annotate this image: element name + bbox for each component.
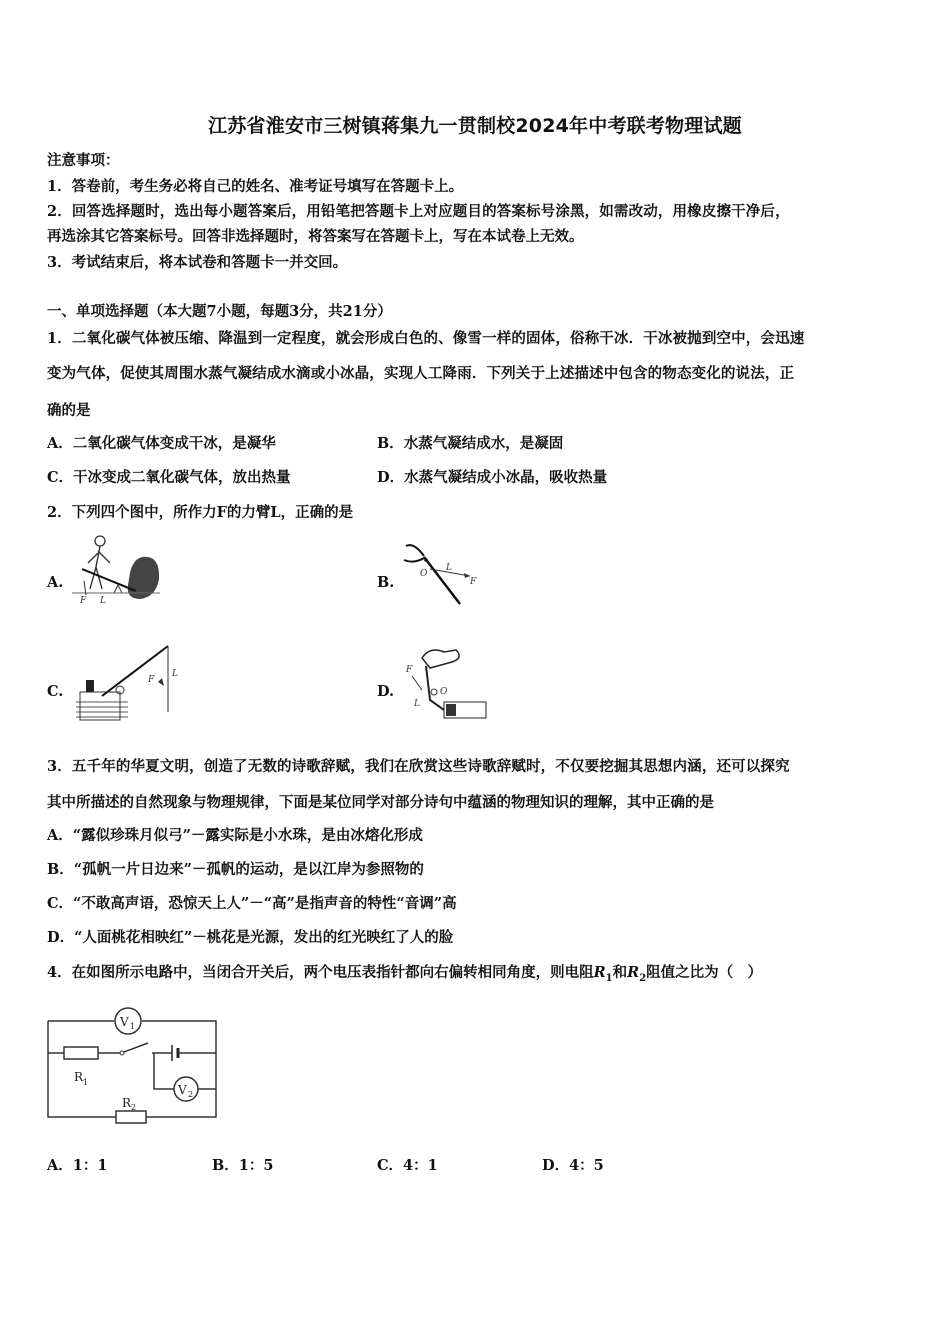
question-3-text: 3．五千年的华夏文明，创造了无数的诗歌辞赋，我们在欣赏这些诗歌辞赋时，不仅要挖掘其思想内涵，还可以探究 xyxy=(47,758,790,775)
q4-option-b[interactable]: B．1：5 xyxy=(212,1157,274,1174)
q2-a-force-label: F xyxy=(80,596,87,605)
question-1-text: 变为气体，促使其周围水蒸气凝结成水滴或小冰晶，实现人工降雨．下列关于上述描述中包含的物态变化的说法，正 xyxy=(47,365,795,382)
question-1-text: 1．二氧化碳气体被压缩、降温到一定程度，就会形成白色的、像雪一样的固体，俗称干冰．干冰被抛到空中，会迅速 xyxy=(47,330,805,347)
q2-a-arm-label: L xyxy=(100,596,106,605)
q2-b-pivot-label: O xyxy=(420,569,428,579)
q4-r2: R xyxy=(627,964,640,981)
notice-item: 再选涂其它答案标号。回答非选择题时，将答案写在答题卡上，写在本试卷上无效。 xyxy=(47,228,584,245)
q3-option-d[interactable]: D．“人面桃花相映红”－桃花是光源，发出的红光映红了人的脸 xyxy=(47,929,454,946)
q3-option-c[interactable]: C．“不敢高声语，恐惊天上人”－“高”是指声音的特性“音调”高 xyxy=(47,895,457,912)
q2-option-a-label[interactable]: A. xyxy=(47,574,64,591)
circuit-v1-label: V xyxy=(120,1015,129,1029)
q4-r2-sub: 2 xyxy=(639,972,647,984)
question-1-text: 确的是 xyxy=(47,402,91,419)
q2-figure-d xyxy=(400,640,488,722)
notice-item: 1．答卷前，考生务必将自己的姓名、准考证号填写在答题卡上。 xyxy=(47,178,464,195)
section-heading: 一、单项选择题（本大题7小题，每题3分，共21分） xyxy=(47,303,392,320)
q1-option-d[interactable]: D．水蒸气凝结成小冰晶，吸收热量 xyxy=(377,469,608,486)
page-title: 江苏省淮安市三树镇蒋集九一贯制校2024年中考联考物理试题 xyxy=(208,115,742,137)
q4-stem-before: 4．在如图所示电路中，当闭合开关后，两个电压表指针都向右偏转相同角度，则电阻 xyxy=(47,964,594,981)
q3-option-a[interactable]: A．“露似珍珠月似弓”－露实际是小水珠，是由冰熔化形成 xyxy=(47,827,423,844)
q4-option-c[interactable]: C．4：1 xyxy=(377,1157,438,1174)
circuit-v2-sub: 2 xyxy=(188,1090,194,1099)
circuit-r2-sub: 2 xyxy=(131,1103,137,1112)
q1-option-c[interactable]: C．干冰变成二氧化碳气体，放出热量 xyxy=(47,469,291,486)
notice-heading: 注意事项： xyxy=(47,152,120,169)
q2-c-arm-label: L xyxy=(172,669,178,679)
circuit-v1-sub: 1 xyxy=(130,1022,136,1031)
notice-item: 2．回答选择题时，选出每小题答案后，用铅笔把答题卡上对应题目的答案标号涂黑，如需改动，用橡皮擦干净后， xyxy=(47,203,790,220)
q2-option-d-label[interactable]: D. xyxy=(377,683,395,700)
q3-option-b[interactable]: B．“孤帆一片日边来”－孤帆的运动，是以江岸为参照物的 xyxy=(47,861,424,878)
q2-figure-c xyxy=(72,640,180,722)
question-4-text xyxy=(47,963,762,989)
q2-option-c-label[interactable]: C. xyxy=(47,683,64,700)
q2-b-force-label: F xyxy=(470,577,477,587)
q2-b-arm-label: L xyxy=(446,563,452,573)
q4-stem-after: 阻值之比为（ ） xyxy=(646,964,763,981)
circuit-r2-label: R xyxy=(122,1096,132,1110)
q2-d-pivot-label: O xyxy=(440,687,448,697)
notice-item: 3．考试结束后，将本试卷和答题卡一并交回。 xyxy=(47,254,348,271)
q4-r1: R xyxy=(593,964,606,981)
q1-option-a[interactable]: A．二氧化碳气体变成干冰，是凝华 xyxy=(47,435,276,452)
q2-d-arm-label: L xyxy=(414,699,420,709)
circuit-v2-label: V xyxy=(178,1083,187,1097)
q2-figure-b xyxy=(400,538,482,608)
question-3-text: 其中所描述的自然现象与物理规律，下面是某位同学对部分诗句中蕴涵的物理知识的理解，其中正确的是 xyxy=(47,794,714,811)
question-2-text: 2．下列四个图中，所作力F的力臂L，正确的是 xyxy=(47,504,354,521)
q4-option-d[interactable]: D．4：5 xyxy=(542,1157,604,1174)
circuit-r1-sub: 1 xyxy=(83,1078,89,1087)
q4-circuit-diagram xyxy=(44,1005,226,1131)
q4-option-a[interactable]: A．1：1 xyxy=(47,1157,108,1174)
q4-r1-sub: 1 xyxy=(605,972,613,984)
circuit-r1-label: R xyxy=(74,1070,84,1084)
q4-and: 和 xyxy=(612,964,628,981)
q2-c-force-label: F xyxy=(148,675,155,685)
q2-d-force-label: F xyxy=(406,665,413,675)
q2-figure-a xyxy=(70,533,162,605)
q2-option-b-label[interactable]: B. xyxy=(377,574,395,591)
q1-option-b[interactable]: B．水蒸气凝结成水，是凝固 xyxy=(377,435,564,452)
